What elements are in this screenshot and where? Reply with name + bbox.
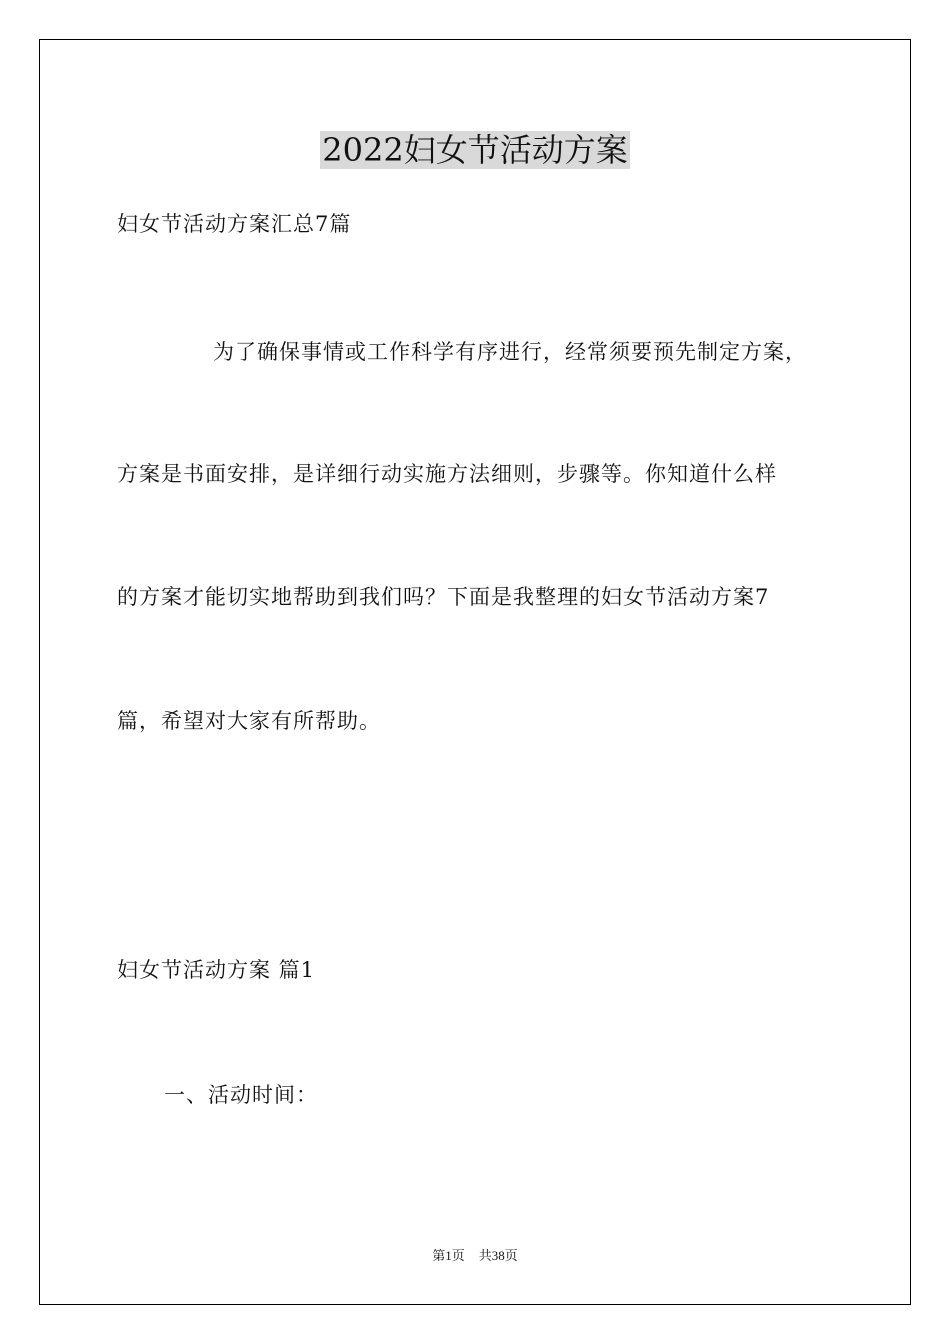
section-heading: 妇女节活动方案 篇1 [117, 958, 316, 982]
page-footer [0, 1247, 950, 1265]
document-title [0, 128, 950, 172]
intro-line-2: 方案是书面安排，是详细行动实施方法细则，步骤等。你知道什么样 [117, 462, 777, 486]
intro-line-1: 为了确保事情或工作科学有序进行，经常须要预先制定方案， [213, 340, 807, 364]
page-total: 共38页 [478, 1248, 518, 1263]
page-number: 第1页 [432, 1248, 465, 1263]
document-title-text: 2022妇女节活动方案 [322, 131, 628, 169]
section-item-1: 一、活动时间： [164, 1083, 318, 1107]
intro-line-4: 篇，希望对大家有所帮助。 [117, 709, 381, 733]
document-subtitle: 妇女节活动方案汇总7篇 [117, 212, 352, 236]
intro-line-3: 的方案才能切实地帮助到我们吗？下面是我整理的妇女节活动方案7 [117, 585, 770, 609]
